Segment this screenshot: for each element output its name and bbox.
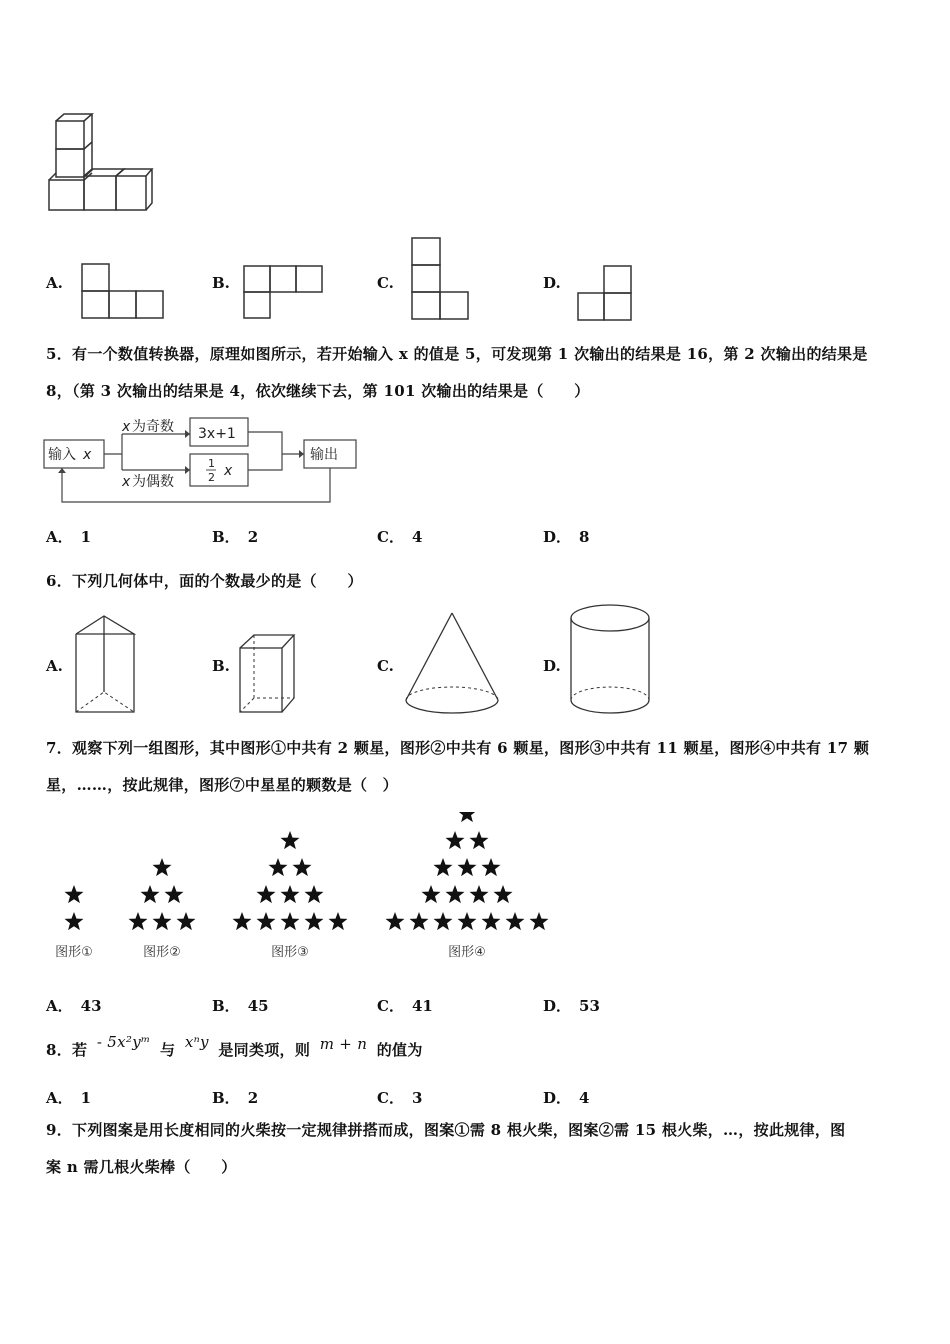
q5-odd-var: x <box>122 419 131 435</box>
q5-flow-diagram <box>42 414 362 510</box>
q8-option-c[interactable]: C． 3 <box>377 1089 423 1107</box>
star-icon <box>494 885 513 903</box>
star-icon <box>257 912 276 930</box>
q5-input-box-text: 输入 <box>48 447 76 463</box>
q4-option-c-view <box>410 236 472 322</box>
star-icon <box>293 858 312 876</box>
star-icon <box>506 912 525 930</box>
q4-option-b-view <box>242 264 326 322</box>
figure-caption: 图形④ <box>448 945 486 960</box>
q7-text-line1: 7．观察下列一组图形，其中图形①中共有 2 颗星，图形②中共有 6 颗星，图形③中共有 11 颗星，图形④中共有 17 颗 <box>46 739 870 757</box>
q5-option-a[interactable]: A． 1 <box>46 528 92 546</box>
star-icon <box>386 912 405 930</box>
star-icon <box>482 912 501 930</box>
q5-even-formula-half-x <box>206 457 233 484</box>
q5-even-label: 为偶数 <box>132 474 174 490</box>
star-icon <box>233 912 252 930</box>
star-icon <box>269 858 288 876</box>
q5-output-box-text: 输出 <box>310 447 338 463</box>
q6-option-d-label[interactable]: D. <box>543 657 561 675</box>
q8-option-b[interactable]: B． 2 <box>212 1089 259 1107</box>
q7-option-c[interactable]: C． 41 <box>377 997 433 1015</box>
cube-solid-figure <box>44 110 154 215</box>
q6-triangular-prism <box>72 612 138 716</box>
star-icon <box>305 885 324 903</box>
star-icon <box>530 912 549 930</box>
q5-text-line1: 5．有一个数值转换器，原理如图所示，若开始输入 x 的值是 5，可发现第 1 次输出的结果是 16，第 2 次输出的结果是 <box>46 345 868 363</box>
q4-option-a-view <box>80 262 166 320</box>
q7-option-d[interactable]: D． 53 <box>543 997 600 1015</box>
q8-option-a[interactable]: A． 1 <box>46 1089 92 1107</box>
q4-option-b-label[interactable]: B. <box>212 274 230 292</box>
q4-option-d-view <box>576 264 636 322</box>
q6-option-c-label[interactable]: C. <box>377 657 394 675</box>
star-icon <box>410 912 429 930</box>
figure-caption: 图形② <box>143 945 181 960</box>
star-icon <box>153 858 172 876</box>
q5-even-var: x <box>122 474 131 490</box>
q5-option-d[interactable]: D． 8 <box>543 528 590 546</box>
q6-cuboid <box>236 632 298 716</box>
q9-text-line1: 9．下列图案是用长度相同的火柴按一定规律拼搭而成，图案①需 8 根火柴，图案②需 15 根火柴，…，按此规律，图 <box>46 1121 846 1139</box>
star-icon <box>65 912 84 930</box>
q9-text-line2: 案 n 需几根火柴棒（ ） <box>46 1158 237 1176</box>
star-icon <box>153 912 172 930</box>
q5-text-line2: 8，（第 3 次输出的结果是 4，依次继续下去，第 101 次输出的结果是（ ） <box>46 382 590 400</box>
star-icon <box>434 858 453 876</box>
q8-text: 8．若 - 5x²yᵐ 与 xⁿy 是同类项，则 m + n 的值为 <box>46 1033 423 1059</box>
star-icon <box>141 885 160 903</box>
q5-odd-label: 为奇数 <box>132 419 174 435</box>
q8-option-d[interactable]: D． 4 <box>543 1089 590 1107</box>
star-icon <box>281 885 300 903</box>
figure-caption: 图形① <box>55 945 93 960</box>
star-icon <box>482 858 501 876</box>
star-icon <box>329 912 348 930</box>
star-icon <box>129 912 148 930</box>
star-icon <box>177 912 196 930</box>
q6-text: 6．下列几何体中，面的个数最少的是（ ） <box>46 572 363 590</box>
star-icon <box>165 885 184 903</box>
star-icon <box>458 912 477 930</box>
svg-text:1: 1 <box>208 457 215 470</box>
q7-text-line2: 星，……，按此规律，图形⑦中星星的颗数是（ ） <box>46 776 398 794</box>
q7-option-a[interactable]: A． 43 <box>46 997 102 1015</box>
svg-text:2: 2 <box>208 471 215 484</box>
star-icon <box>305 912 324 930</box>
q8-term2: xⁿy <box>184 1033 209 1051</box>
q7-option-b[interactable]: B． 45 <box>212 997 269 1015</box>
star-icon <box>446 831 465 849</box>
star-icon <box>422 885 441 903</box>
q6-option-a-label[interactable]: A. <box>46 657 63 675</box>
star-icon <box>281 831 300 849</box>
q5-odd-formula: 3x+1 <box>198 426 236 442</box>
star-icon <box>65 885 84 903</box>
q8-expr: m + n <box>319 1035 368 1053</box>
svg-text:x: x <box>224 463 233 479</box>
star-icon <box>458 812 477 822</box>
star-icon <box>446 885 465 903</box>
star-icon <box>257 885 276 903</box>
q4-option-c-label[interactable]: C. <box>377 274 394 292</box>
q5-option-c[interactable]: C． 4 <box>377 528 423 546</box>
q8-term1: - 5x²yᵐ <box>96 1033 151 1051</box>
q4-option-a-label[interactable]: A. <box>46 274 63 292</box>
q6-cylinder <box>568 602 652 718</box>
figure-caption: 图形③ <box>271 945 309 960</box>
q6-cone <box>402 610 502 716</box>
star-icon <box>434 912 453 930</box>
q5-input-var: x <box>83 447 92 463</box>
star-icon <box>281 912 300 930</box>
star-icon <box>458 858 477 876</box>
q5-option-b[interactable]: B． 2 <box>212 528 259 546</box>
q6-option-b-label[interactable]: B. <box>212 657 230 675</box>
star-icon <box>470 885 489 903</box>
star-icon <box>470 831 489 849</box>
q4-option-d-label[interactable]: D. <box>543 274 561 292</box>
q7-star-figures <box>40 812 560 972</box>
